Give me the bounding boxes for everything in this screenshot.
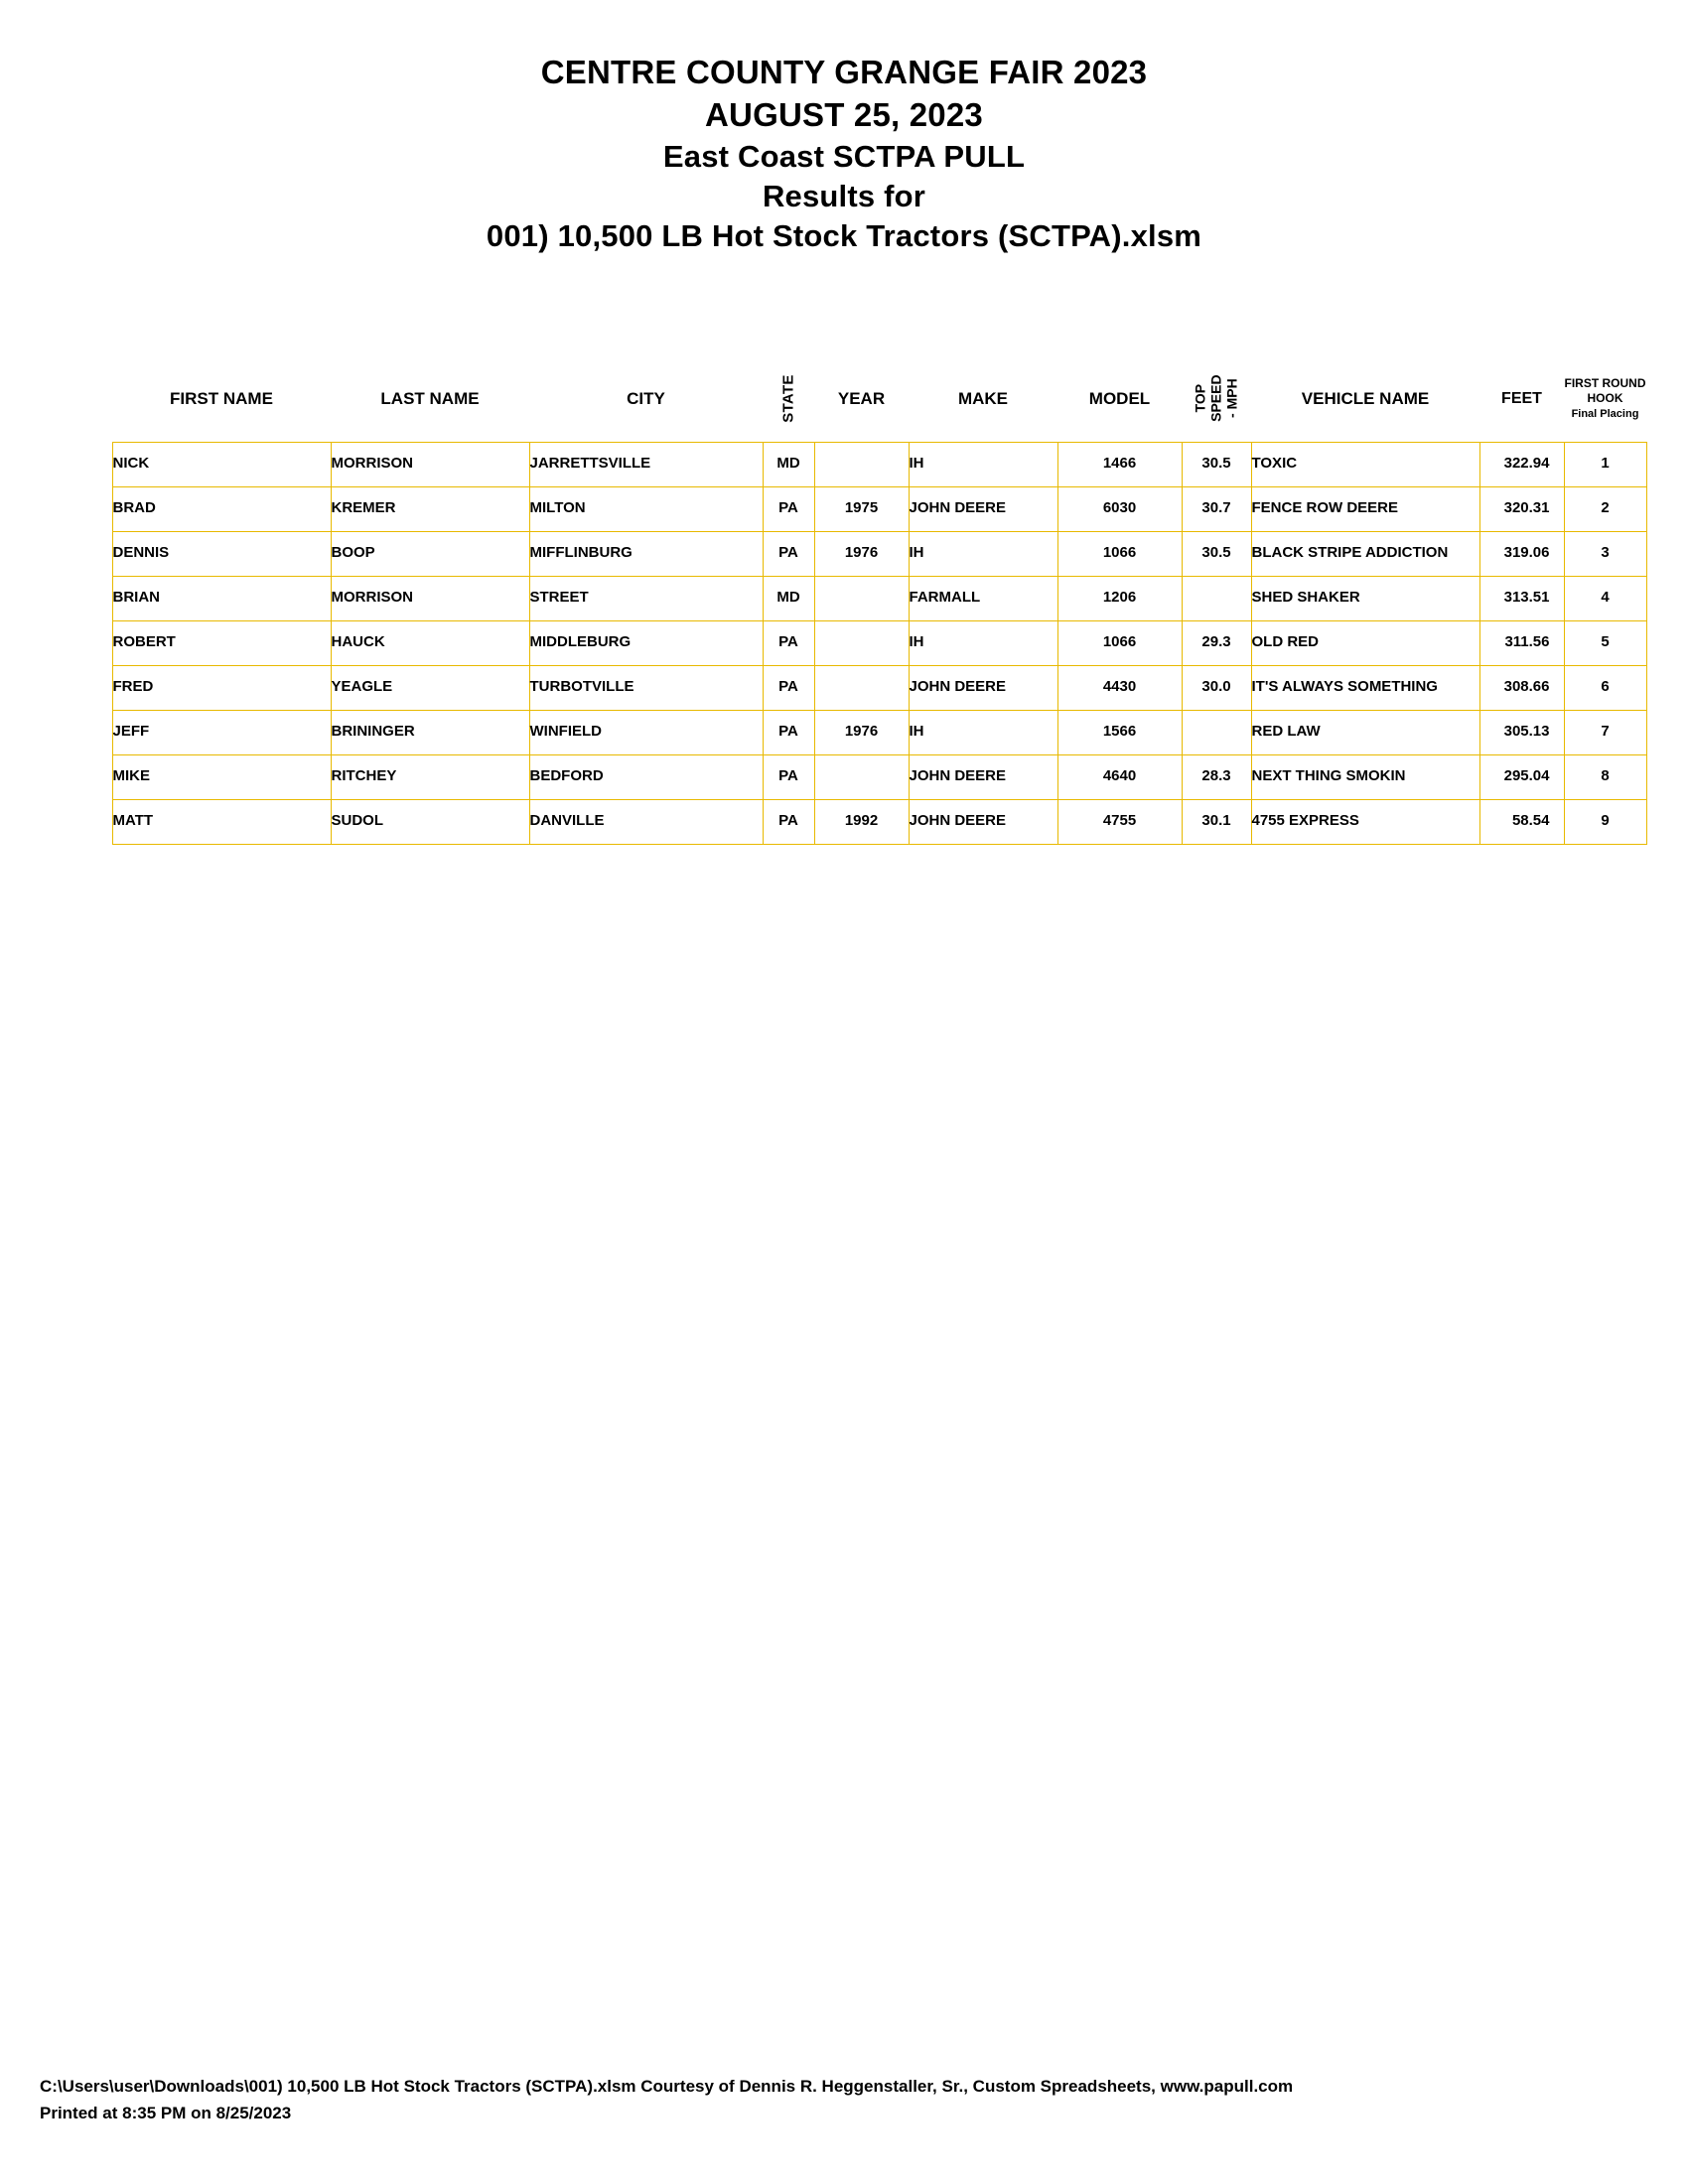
cell-vehicle-name: 4755 EXPRESS: [1251, 799, 1479, 844]
cell-feet: 320.31: [1479, 486, 1564, 531]
cell-first-name: ROBERT: [112, 620, 331, 665]
cell-final-placing: 9: [1564, 799, 1646, 844]
cell-last-name: HAUCK: [331, 620, 529, 665]
cell-city: DANVILLE: [529, 799, 763, 844]
table-row: [112, 576, 1646, 620]
cell-last-name: RITCHEY: [331, 754, 529, 799]
table-row: [112, 799, 1646, 844]
title-line-3: East Coast SCTPA PULL: [662, 138, 1026, 174]
cell-first-name: NICK: [112, 442, 331, 486]
cell-make: JOHN DEERE: [909, 665, 1057, 710]
cell-first-name: BRAD: [112, 486, 331, 531]
cell-vehicle-name: OLD RED: [1251, 620, 1479, 665]
header-year: YEAR: [814, 356, 909, 443]
results-table: [112, 356, 1647, 845]
cell-state: PA: [763, 486, 814, 531]
cell-state: PA: [763, 754, 814, 799]
cell-last-name: BOOP: [331, 531, 529, 576]
cell-year: 1975: [814, 486, 909, 531]
table-row: [112, 754, 1646, 799]
cell-final-placing: 6: [1564, 665, 1646, 710]
cell-final-placing: 5: [1564, 620, 1646, 665]
header-state-label: STATE: [779, 374, 797, 423]
footer-path-line: C:\Users\user\Downloads\001) 10,500 LB Hot Stock Tractors (SCTPA).xlsm Courtesy of Dennis R. Heggenstaller, Sr., Custom Spreadsheets, www.papull.com: [40, 2077, 1294, 2097]
header-state: [763, 356, 814, 443]
cell-model: 6030: [1057, 486, 1182, 531]
cell-year: [814, 665, 909, 710]
header-vehicle-name: VEHICLE NAME: [1251, 356, 1479, 443]
cell-first-name: JEFF: [112, 710, 331, 754]
header-last-name: LAST NAME: [331, 356, 529, 443]
header-final-placing: [1564, 356, 1646, 443]
cell-last-name: YEAGLE: [331, 665, 529, 710]
cell-city: MIFFLINBURG: [529, 531, 763, 576]
cell-model: 4755: [1057, 799, 1182, 844]
cell-top-speed: [1182, 710, 1251, 754]
cell-last-name: SUDOL: [331, 799, 529, 844]
cell-last-name: MORRISON: [331, 442, 529, 486]
cell-feet: 322.94: [1479, 442, 1564, 486]
cell-year: [814, 576, 909, 620]
cell-last-name: KREMER: [331, 486, 529, 531]
cell-first-name: FRED: [112, 665, 331, 710]
header-placing-line3: Final Placing: [1571, 407, 1639, 420]
cell-state: PA: [763, 710, 814, 754]
cell-state: MD: [763, 442, 814, 486]
cell-vehicle-name: NEXT THING SMOKIN: [1251, 754, 1479, 799]
cell-feet: 313.51: [1479, 576, 1564, 620]
cell-city: JARRETTSVILLE: [529, 442, 763, 486]
cell-model: 1566: [1057, 710, 1182, 754]
cell-final-placing: 7: [1564, 710, 1646, 754]
cell-feet: 311.56: [1479, 620, 1564, 665]
cell-make: JOHN DEERE: [909, 799, 1057, 844]
cell-feet: 308.66: [1479, 665, 1564, 710]
cell-city: MIDDLEBURG: [529, 620, 763, 665]
cell-year: 1976: [814, 710, 909, 754]
cell-top-speed: 30.5: [1182, 531, 1251, 576]
cell-first-name: BRIAN: [112, 576, 331, 620]
cell-model: 1066: [1057, 531, 1182, 576]
cell-year: 1976: [814, 531, 909, 576]
cell-state: PA: [763, 531, 814, 576]
table-row: [112, 486, 1646, 531]
cell-final-placing: 4: [1564, 576, 1646, 620]
title-line-2: AUGUST 25, 2023: [705, 95, 983, 133]
cell-first-name: MATT: [112, 799, 331, 844]
cell-make: FARMALL: [909, 576, 1057, 620]
cell-first-name: DENNIS: [112, 531, 331, 576]
cell-top-speed: 30.7: [1182, 486, 1251, 531]
results-table-body: [112, 442, 1646, 844]
title-line-5: 001) 10,500 LB Hot Stock Tractors (SCTPA).xlsm: [486, 218, 1202, 254]
cell-top-speed: [1182, 576, 1251, 620]
results-table-header: [112, 356, 1646, 443]
cell-model: 4430: [1057, 665, 1182, 710]
cell-model: 1466: [1057, 442, 1182, 486]
results-table-wrapper: [72, 356, 1646, 845]
cell-top-speed: 28.3: [1182, 754, 1251, 799]
cell-city: BEDFORD: [529, 754, 763, 799]
cell-city: STREET: [529, 576, 763, 620]
cell-state: PA: [763, 799, 814, 844]
header-city: CITY: [529, 356, 763, 443]
cell-vehicle-name: BLACK STRIPE ADDICTION: [1251, 531, 1479, 576]
cell-state: MD: [763, 576, 814, 620]
cell-year: [814, 754, 909, 799]
document-footer: [40, 2074, 1638, 2126]
cell-year: [814, 442, 909, 486]
footer-printed-line: Printed at 8:35 PM on 8/25/2023: [40, 2103, 292, 2122]
cell-year: 1992: [814, 799, 909, 844]
header-top-speed-line2: SPEED: [1207, 374, 1224, 422]
cell-city: WINFIELD: [529, 710, 763, 754]
cell-feet: 305.13: [1479, 710, 1564, 754]
header-placing-line2: HOOK: [1587, 390, 1623, 405]
cell-vehicle-name: SHED SHAKER: [1251, 576, 1479, 620]
cell-make: IH: [909, 442, 1057, 486]
cell-top-speed: 30.1: [1182, 799, 1251, 844]
header-top-speed-line1: TOP: [1192, 383, 1208, 413]
header-top-speed-line3: - MPH: [1224, 378, 1241, 419]
cell-city: MILTON: [529, 486, 763, 531]
cell-feet: 319.06: [1479, 531, 1564, 576]
table-row: [112, 442, 1646, 486]
cell-year: [814, 620, 909, 665]
header-top-speed: [1182, 356, 1251, 443]
cell-make: IH: [909, 531, 1057, 576]
cell-vehicle-name: FENCE ROW DEERE: [1251, 486, 1479, 531]
cell-final-placing: 2: [1564, 486, 1646, 531]
header-feet: FEET: [1479, 356, 1564, 443]
title-line-1: CENTRE COUNTY GRANGE FAIR 2023: [540, 54, 1148, 90]
table-row: [112, 620, 1646, 665]
header-model: MODEL: [1057, 356, 1182, 443]
cell-state: PA: [763, 665, 814, 710]
cell-make: JOHN DEERE: [909, 754, 1057, 799]
cell-top-speed: 29.3: [1182, 620, 1251, 665]
cell-final-placing: 8: [1564, 754, 1646, 799]
cell-final-placing: 3: [1564, 531, 1646, 576]
document-title-block: [0, 0, 1688, 257]
table-row: [112, 531, 1646, 576]
cell-vehicle-name: RED LAW: [1251, 710, 1479, 754]
header-row: [112, 356, 1646, 443]
table-row: [112, 710, 1646, 754]
cell-model: 1066: [1057, 620, 1182, 665]
header-make: MAKE: [909, 356, 1057, 443]
cell-top-speed: 30.5: [1182, 442, 1251, 486]
cell-model: 1206: [1057, 576, 1182, 620]
cell-last-name: BRININGER: [331, 710, 529, 754]
header-first-name: FIRST NAME: [112, 356, 331, 443]
cell-last-name: MORRISON: [331, 576, 529, 620]
cell-make: JOHN DEERE: [909, 486, 1057, 531]
table-row: [112, 665, 1646, 710]
cell-first-name: MIKE: [112, 754, 331, 799]
cell-feet: 58.54: [1479, 799, 1564, 844]
cell-vehicle-name: TOXIC: [1251, 442, 1479, 486]
header-placing-line1: FIRST ROUND: [1564, 375, 1646, 390]
cell-city: TURBOTVILLE: [529, 665, 763, 710]
cell-feet: 295.04: [1479, 754, 1564, 799]
cell-model: 4640: [1057, 754, 1182, 799]
header-top-speed-label: [1193, 374, 1240, 421]
cell-make: IH: [909, 710, 1057, 754]
cell-make: IH: [909, 620, 1057, 665]
title-line-4: Results for: [762, 179, 926, 214]
cell-final-placing: 1: [1564, 442, 1646, 486]
cell-vehicle-name: IT'S ALWAYS SOMETHING: [1251, 665, 1479, 710]
cell-state: PA: [763, 620, 814, 665]
cell-top-speed: 30.0: [1182, 665, 1251, 710]
